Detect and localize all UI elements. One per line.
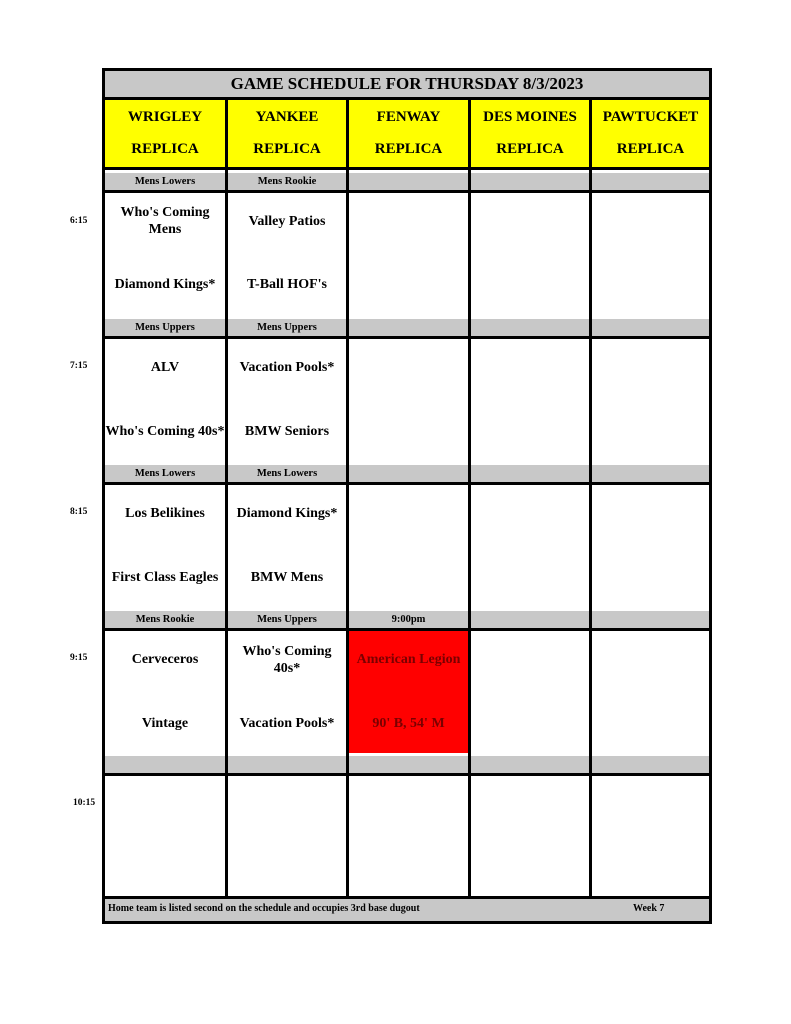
- team-away: ALV: [150, 359, 180, 375]
- field-sub: REPLICA: [131, 140, 199, 157]
- division-band-1015: [105, 756, 709, 776]
- field-name: WRIGLEY: [127, 109, 203, 126]
- time-label-615: 6:15: [70, 216, 88, 226]
- field-sub: REPLICA: [616, 140, 685, 157]
- time-label-715: 7:15: [70, 361, 88, 371]
- team-away: Cerveceros: [131, 651, 199, 667]
- field-sub: REPLICA: [374, 140, 443, 157]
- field-header-fenway: [349, 100, 468, 170]
- grid-line: [346, 100, 349, 903]
- field-sub: REPLICA: [496, 140, 564, 157]
- field-header-wrigley: [105, 100, 225, 170]
- reserved-field-dimensions: 90' B, 54' M: [372, 715, 445, 731]
- schedule-footer: [105, 896, 709, 921]
- grid-line: [468, 100, 471, 903]
- schedule-sheet: [102, 68, 712, 924]
- grid-line: [589, 100, 592, 903]
- team-home: Vacation Pools*: [239, 715, 335, 731]
- team-home: First Class Eagles: [111, 569, 219, 585]
- team-away: Vacation Pools*: [239, 359, 335, 375]
- team-away: Who's Coming 40s*: [242, 644, 332, 676]
- division-label: Mens Uppers: [257, 614, 317, 625]
- division-label: Mens Lowers: [134, 468, 196, 479]
- team-away: Who's Coming Mens: [120, 205, 210, 237]
- reserved-group-name: American Legion: [356, 651, 461, 667]
- field-name: FENWAY: [376, 109, 441, 126]
- division-label: Mens Uppers: [135, 322, 195, 333]
- division-label: Mens Rookie: [135, 614, 195, 625]
- team-away: Diamond Kings*: [236, 505, 338, 521]
- team-home: Who's Coming 40s*: [105, 423, 225, 439]
- team-home: Vintage: [141, 715, 189, 731]
- field-name: DES MOINES: [483, 109, 577, 126]
- schedule-title: GAME SCHEDULE FOR THURSDAY 8/3/2023: [105, 71, 709, 100]
- division-band-915: [105, 611, 709, 631]
- field-name: PAWTUCKET: [602, 109, 699, 126]
- team-home: BMW Seniors: [244, 423, 330, 439]
- field-name: YANKEE: [255, 109, 319, 126]
- team-home: BMW Mens: [250, 569, 324, 585]
- time-label-1015: 10:15: [73, 798, 96, 808]
- division-label: Mens Uppers: [257, 322, 317, 333]
- team-away: Los Belikines: [125, 505, 205, 521]
- week-label: Week 7: [633, 903, 665, 914]
- field-header-yankee: [228, 100, 346, 170]
- footer-note: Home team is listed second on the schedule and occupies 3rd base dugout: [108, 903, 420, 914]
- field-sub: REPLICA: [253, 140, 321, 157]
- team-away: Valley Patios: [248, 213, 326, 229]
- field-header-des-moines: [471, 100, 589, 170]
- division-label: Mens Rookie: [257, 176, 317, 187]
- time-label-815: 8:15: [70, 507, 88, 517]
- team-home: Diamond Kings*: [114, 276, 216, 292]
- division-label: Mens Lowers: [134, 176, 196, 187]
- field-header-pawtucket: [592, 100, 709, 170]
- division-label: 9:00pm: [391, 614, 426, 625]
- division-label: Mens Lowers: [256, 468, 318, 479]
- team-home: T-Ball HOF's: [246, 276, 327, 292]
- division-band-715: [105, 319, 709, 339]
- division-band-815: [105, 465, 709, 485]
- division-band-615: [105, 173, 709, 193]
- time-label-915: 9:15: [70, 653, 88, 663]
